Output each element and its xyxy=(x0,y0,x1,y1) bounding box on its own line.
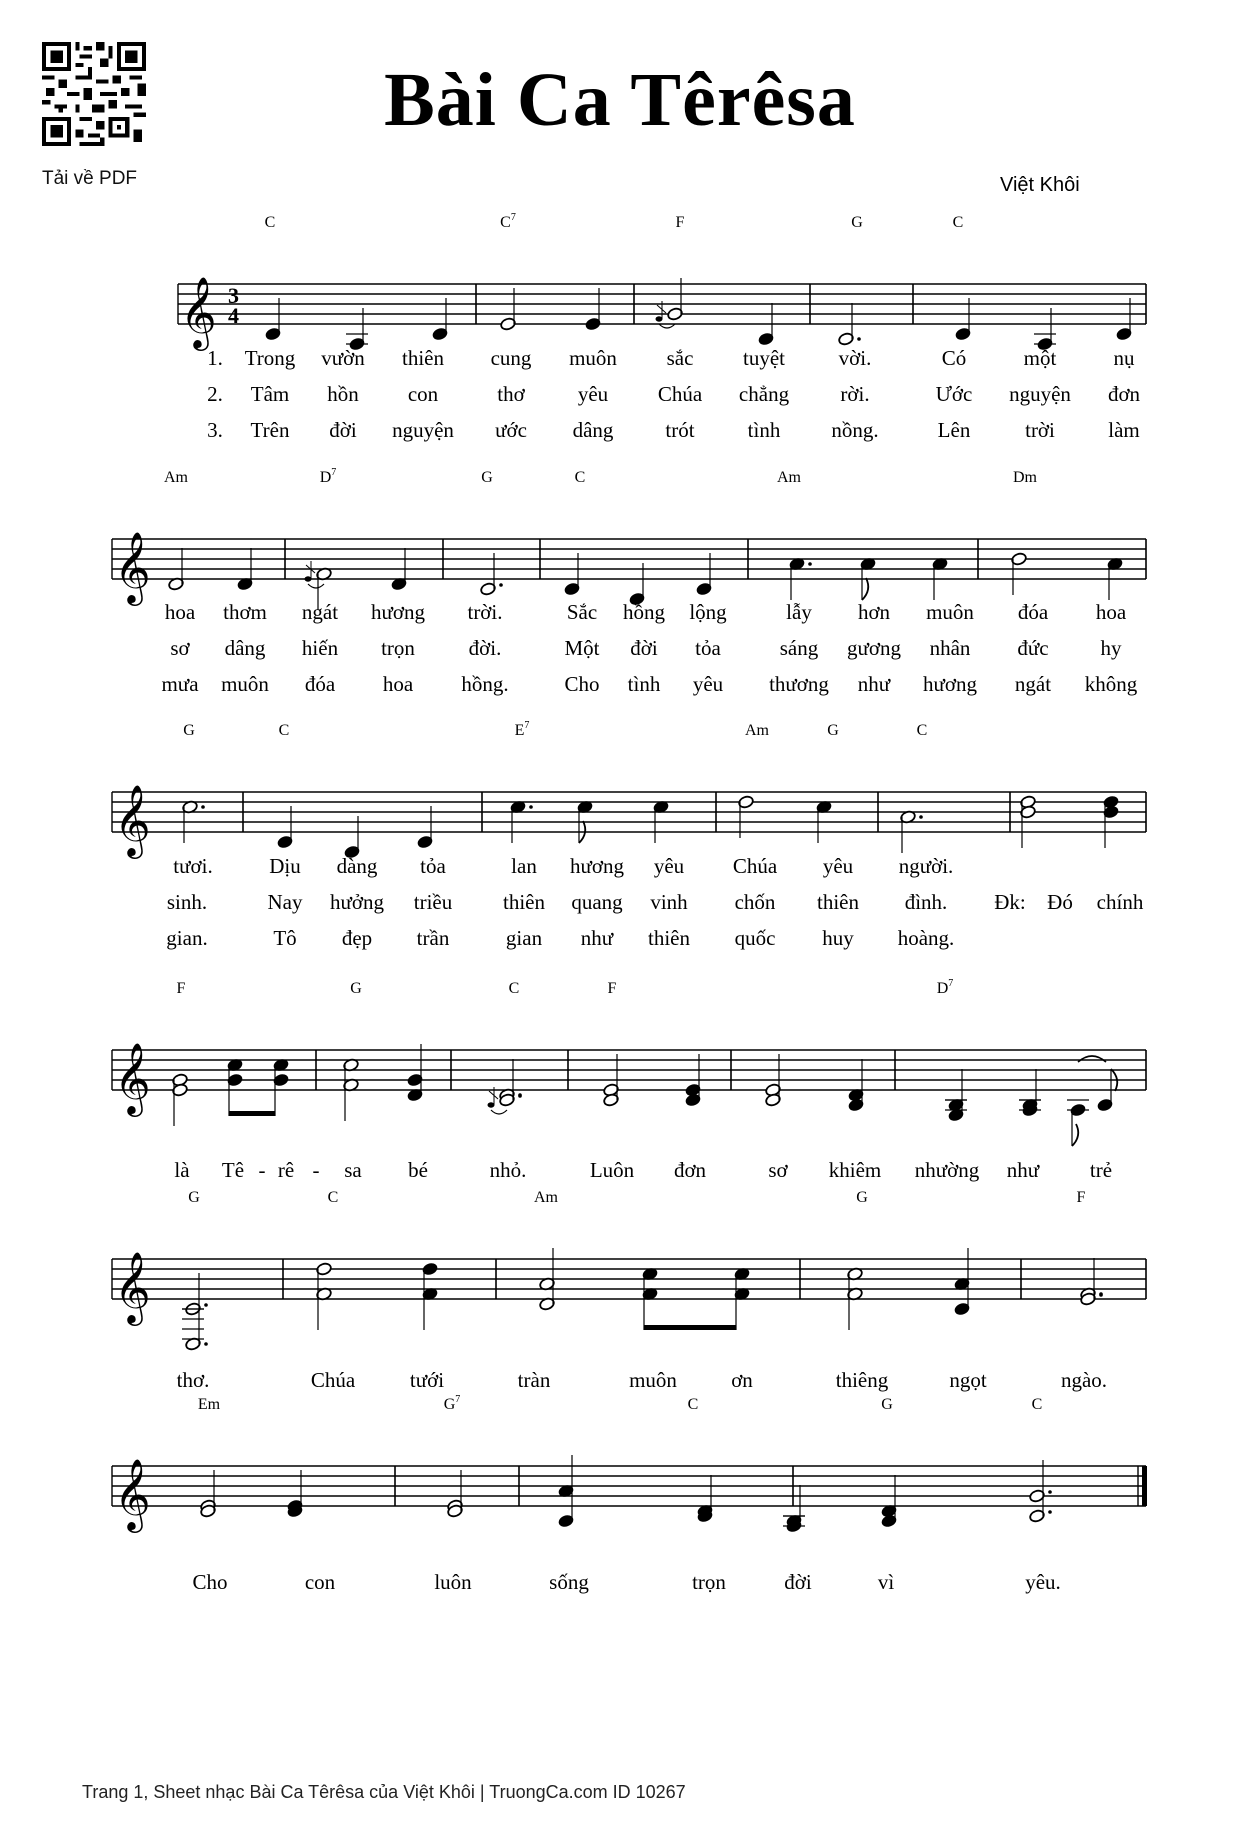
lyric-syllable: tình xyxy=(627,672,661,696)
lyric-syllable: Sắc xyxy=(566,600,598,624)
lyric-syllable: Một xyxy=(564,636,600,660)
lyric-syllable: lan xyxy=(511,854,537,878)
lyric-syllable: hơn xyxy=(857,600,891,624)
final-barline xyxy=(1142,1466,1147,1506)
lyric-syllable: dâng xyxy=(572,418,614,442)
lyric-syllable: đơn xyxy=(673,1158,707,1182)
lyric-syllable: ngọt xyxy=(949,1368,987,1392)
song-title: Bài Ca Têrêsa xyxy=(384,58,856,142)
lyric-syllable: huy xyxy=(822,926,854,950)
chord-symbol: G xyxy=(856,1189,868,1206)
lyric-syllable: Chúa xyxy=(310,1368,356,1392)
lyric-syllable: tuyệt xyxy=(743,346,785,370)
lyric-syllable: muôn xyxy=(221,672,269,696)
chord-symbol: C xyxy=(687,1396,699,1413)
lyric-syllable: người. xyxy=(898,854,954,878)
lyric-syllable: tưới xyxy=(409,1368,445,1392)
page-footer: Trang 1, Sheet nhạc Bài Ca Têrêsa của Việt Khôi | TruongCa.com ID 10267 xyxy=(82,1782,686,1802)
lyric-syllable: Ước xyxy=(935,382,973,406)
lyric-syllable: hồng xyxy=(623,600,665,624)
lyric-syllable: ước xyxy=(495,418,527,442)
lyric-syllable: 1. xyxy=(207,346,223,370)
lyric-syllable: sắc xyxy=(666,346,694,370)
lyric-syllable: chính xyxy=(1096,890,1144,914)
chord-symbol: G xyxy=(827,722,839,739)
treble-clef-icon: 𝄞 xyxy=(114,1250,151,1323)
lyric-syllable: Dịu xyxy=(269,854,301,878)
lyric-syllable: yêu xyxy=(822,854,854,878)
lyric-syllable: thơm xyxy=(223,600,267,624)
lyric-syllable: đơn xyxy=(1107,382,1141,406)
lyric-syllable: gian. xyxy=(166,926,208,950)
lyric-syllable: gương xyxy=(847,636,901,660)
lyric-syllable: con xyxy=(407,382,439,406)
lyric-syllable: hồn xyxy=(327,382,359,406)
lyric-syllable: luôn xyxy=(434,1570,472,1594)
lyric-syllable: thiêng xyxy=(835,1368,889,1392)
chord-symbol: F xyxy=(675,214,685,231)
lyric-syllable: thiên xyxy=(817,890,859,914)
lyric-syllable: trẻ xyxy=(1089,1158,1113,1182)
lyric-syllable: quang xyxy=(571,890,623,914)
lyric-syllable: sinh. xyxy=(166,890,208,914)
note xyxy=(783,1485,805,1533)
lyric-syllable: cung xyxy=(490,346,532,370)
lyric-syllable: hưởng xyxy=(330,890,384,914)
lyric-syllable: thơ xyxy=(497,382,525,406)
lyric-syllable: Trên xyxy=(250,418,290,442)
lyric-syllable: muôn xyxy=(569,346,617,370)
note xyxy=(881,1475,898,1528)
lyric-syllable: trời xyxy=(1025,418,1055,442)
lyric-syllable: thơ. xyxy=(176,1368,210,1392)
lyric-syllable: ngát xyxy=(1014,672,1052,696)
lyric-syllable: nhân xyxy=(929,636,971,660)
chord-symbol: $E^7$ xyxy=(514,720,530,739)
lyric-syllable: dâng xyxy=(224,636,266,660)
chord-symbol: C xyxy=(508,980,520,997)
chord-symbol: F xyxy=(176,980,186,997)
lyric-syllable: đời xyxy=(784,1570,812,1594)
lyric-syllable: lộng xyxy=(689,600,727,624)
lyric-syllable: sa xyxy=(344,1158,362,1182)
lyric-syllable: hương xyxy=(923,672,977,696)
lyric-syllable: Luôn xyxy=(589,1158,635,1182)
lyric-syllable: thiên xyxy=(402,346,444,370)
lyric-syllable: Chúa xyxy=(657,382,703,406)
lyric-syllable: đóa xyxy=(1017,600,1049,624)
lyric-syllable: hoa xyxy=(164,600,196,624)
lyric-syllable: vườn xyxy=(321,346,365,370)
chord-symbol: C xyxy=(278,722,290,739)
lyric-syllable: rời. xyxy=(840,382,870,406)
lyric-syllable: trót xyxy=(665,418,695,442)
chord-symbol: G xyxy=(350,980,362,997)
chord-symbol: C xyxy=(952,214,964,231)
time-signature-bottom: 4 xyxy=(228,303,239,328)
lyric-syllable: đời xyxy=(329,418,357,442)
lyric-syllable: triều xyxy=(413,890,453,914)
lyric-syllable: yêu xyxy=(577,382,609,406)
lyric-syllable: yêu xyxy=(653,854,685,878)
lyric-syllable: chẳng xyxy=(738,382,790,406)
lyric-syllable: không xyxy=(1084,672,1138,696)
lyric-syllable: - xyxy=(312,1158,320,1182)
note xyxy=(447,1470,464,1518)
lyric-syllable: gian xyxy=(505,926,543,950)
lyric-syllable: trời. xyxy=(467,600,503,624)
lyric-syllable: hiến xyxy=(301,636,339,660)
lyric-syllable: đóa xyxy=(304,672,336,696)
note xyxy=(287,1470,304,1518)
lyric-syllable: 3. xyxy=(207,418,223,442)
lyric-syllable: nguyện xyxy=(392,418,454,442)
chord-symbol: Am xyxy=(777,469,801,486)
lyric-syllable: nguyện xyxy=(1009,382,1071,406)
lyric-syllable: nồng. xyxy=(831,418,879,442)
lyric-syllable: làm xyxy=(1108,418,1140,442)
chord-symbol: F xyxy=(1076,1189,1086,1206)
chord-symbol: $D^7$ xyxy=(319,467,337,486)
chord-symbol: C xyxy=(264,214,276,231)
lyric-syllable: tình xyxy=(747,418,781,442)
chord-symbol: C xyxy=(327,1189,339,1206)
lyric-syllable: đời. xyxy=(468,636,502,660)
lyric-syllable: con xyxy=(304,1570,336,1594)
download-pdf-label[interactable]: Tải về PDF xyxy=(42,168,138,189)
lyric-syllable: Nay xyxy=(267,890,303,914)
lyric-syllable: thiên xyxy=(648,926,690,950)
chord-symbol: Dm xyxy=(1013,469,1037,486)
lyric-syllable: đẹp xyxy=(341,926,373,950)
lyric-syllable: nhường xyxy=(914,1158,980,1182)
lyric-syllable: Tô xyxy=(273,926,297,950)
chord-symbol: Am xyxy=(164,469,188,486)
lyric-syllable: dàng xyxy=(336,854,378,878)
lyric-syllable: 2. xyxy=(207,382,223,406)
lyric-syllable: tràn xyxy=(517,1368,551,1392)
treble-clef-icon: 𝄞 xyxy=(114,530,151,603)
lyric-syllable: hương xyxy=(371,600,425,624)
lyric-syllable: nhỏ. xyxy=(489,1158,527,1182)
lyric-syllable: sống xyxy=(549,1570,589,1594)
chord-symbol: Am xyxy=(534,1189,558,1206)
lyric-syllable: đình. xyxy=(904,890,948,914)
treble-clef-icon: 𝄞 xyxy=(114,1041,151,1114)
lyric-syllable: ơn xyxy=(731,1368,753,1392)
lyric-syllable: Trong xyxy=(244,346,296,370)
lyric-syllable: Cho xyxy=(192,1570,228,1594)
lyric-syllable: tươi. xyxy=(173,854,213,878)
chord-symbol: C xyxy=(1031,1396,1043,1413)
chord-symbol: G xyxy=(851,214,863,231)
lyric-syllable: thương xyxy=(769,672,829,696)
lyric-syllable: bé xyxy=(408,1158,428,1182)
lyric-syllable: đời xyxy=(630,636,658,660)
chord-symbol: C xyxy=(916,722,928,739)
chord-symbol: $G^7$ xyxy=(443,1394,461,1413)
lyric-syllable: Chúa xyxy=(732,854,778,878)
lyric-syllable: yêu. xyxy=(1025,1570,1061,1594)
lyric-syllable: muôn xyxy=(629,1368,677,1392)
lyric-syllable: khiêm xyxy=(828,1158,882,1182)
treble-clef-icon: 𝄞 xyxy=(114,783,151,856)
lyric-syllable: vì xyxy=(877,1570,895,1594)
lyric-syllable: Đó xyxy=(1047,890,1073,914)
lyric-syllable: tỏa xyxy=(695,636,721,660)
lyric-syllable: chốn xyxy=(734,890,776,914)
lyric-syllable: hoa xyxy=(1095,600,1127,624)
lyric-syllable: đức xyxy=(1017,636,1049,660)
note xyxy=(1029,1460,1052,1523)
lyric-syllable: như xyxy=(1006,1158,1040,1182)
lyric-syllable: trọn xyxy=(381,636,415,660)
chord-symbol: Em xyxy=(197,1396,221,1413)
chord-symbol: G xyxy=(183,722,195,739)
lyric-syllable: hoàng. xyxy=(897,926,955,950)
lyric-syllable: sơ xyxy=(170,636,190,660)
lyric-syllable: như xyxy=(580,926,614,950)
lyric-syllable: lẫy xyxy=(786,600,812,624)
lyric-syllable: một xyxy=(1023,346,1057,370)
chord-symbol: G xyxy=(881,1396,893,1413)
lyric-syllable: quốc xyxy=(734,926,776,950)
lyric-syllable: yêu xyxy=(692,672,724,696)
lyric-syllable: vời. xyxy=(838,346,872,370)
lyric-syllable: hy xyxy=(1100,636,1122,660)
chord-symbol: C xyxy=(574,469,586,486)
note xyxy=(200,1470,217,1518)
time-signature-top: 3 xyxy=(228,283,239,308)
lyric-syllable: hồng. xyxy=(461,672,509,696)
lyric-syllable: sáng xyxy=(779,636,819,660)
lyric-syllable: trọn xyxy=(692,1570,726,1594)
chord-symbol: Am xyxy=(745,722,769,739)
chord-symbol: $C^7$ xyxy=(500,212,516,231)
lyric-syllable: hoa xyxy=(382,672,414,696)
lyric-syllable: như xyxy=(857,672,891,696)
note xyxy=(697,1475,714,1523)
lyric-syllable: là xyxy=(174,1158,190,1182)
lyric-syllable: trần xyxy=(416,926,450,950)
chord-symbol: G xyxy=(481,469,493,486)
chord-symbol: G xyxy=(188,1189,200,1206)
lyric-syllable: vinh xyxy=(650,890,688,914)
lyric-syllable: Tê xyxy=(221,1158,245,1182)
chord-symbol: $D^7$ xyxy=(936,978,954,997)
chord-symbol: F xyxy=(607,980,617,997)
lyric-syllable: sơ xyxy=(768,1158,788,1182)
lyric-syllable: - xyxy=(258,1158,266,1182)
lyric-syllable: Lên xyxy=(937,418,971,442)
lyric-syllable: hương xyxy=(570,854,624,878)
treble-clef-icon: 𝄞 xyxy=(180,275,217,348)
composer-name: Việt Khôi xyxy=(1000,174,1080,196)
lyric-syllable: Đk: xyxy=(994,890,1026,914)
lyric-syllable: thiên xyxy=(503,890,545,914)
lyric-syllable: muôn xyxy=(926,600,974,624)
lyric-syllable: Cho xyxy=(564,672,600,696)
treble-clef-icon: 𝄞 xyxy=(114,1457,151,1530)
lyric-syllable: ngào. xyxy=(1060,1368,1108,1392)
lyric-syllable: rê xyxy=(277,1158,295,1182)
lyric-syllable: mưa xyxy=(161,672,199,696)
lyric-syllable: nụ xyxy=(1113,346,1135,370)
lyric-syllable: Tâm xyxy=(250,382,290,406)
lyric-syllable: ngát xyxy=(301,600,339,624)
lyric-syllable: Có xyxy=(941,346,967,370)
lyric-syllable: tỏa xyxy=(420,854,446,878)
